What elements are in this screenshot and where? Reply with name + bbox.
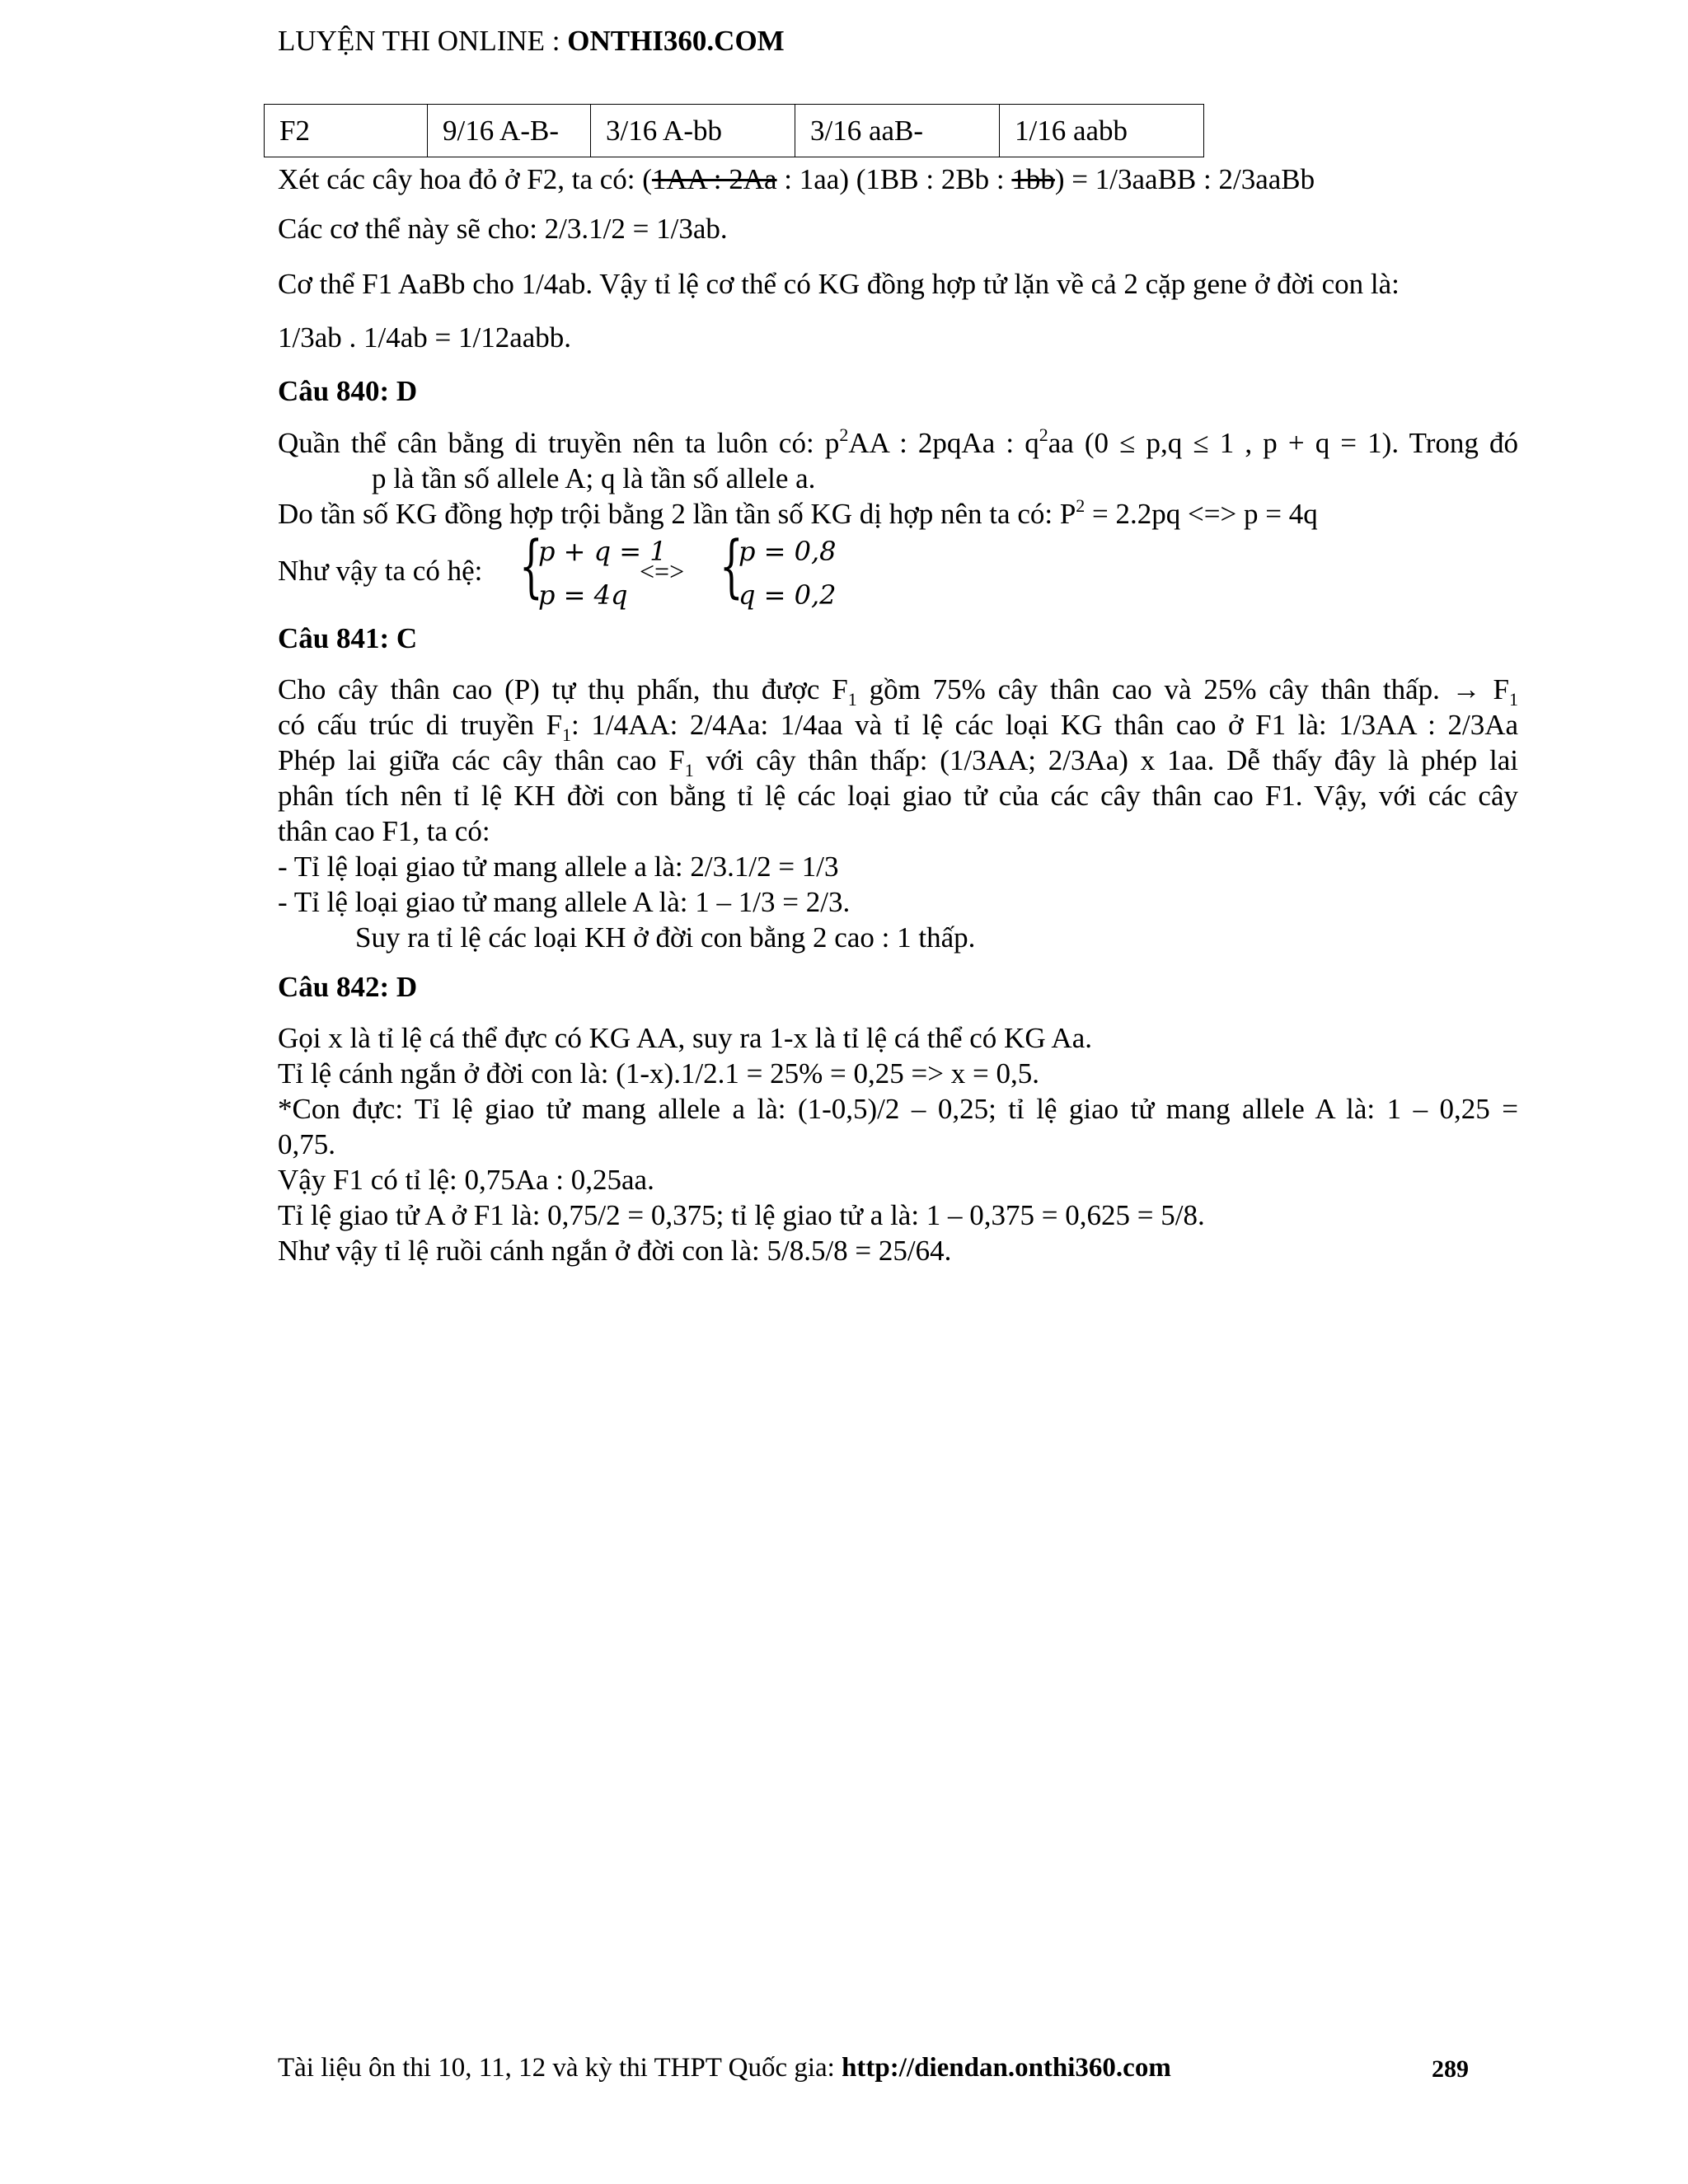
paragraph: Gọi x là tỉ lệ cá thể đực có KG AA, suy ra 1-x là tỉ lệ cá thể có KG Aa. [278,1022,1092,1054]
paragraph: - Tỉ lệ loại giao tử mang allele a là: 2/3.1/2 = 1/3 [278,851,839,883]
text-run: aa (0 ≤ p,q ≤ 1 , p + q = 1). Trong đó [1048,427,1518,459]
superscript: 2 [839,424,849,445]
subscript: 1 [684,760,694,780]
paragraph: Suy ra tỉ lệ các loại KH ở đời con bằng 2 cao : 1 thấp. [355,921,976,954]
header-site: ONTHI360.COM [567,25,785,57]
header-prefix: LUYỆN THI ONLINE : [278,25,568,57]
question-title: Câu 841: C [278,622,418,654]
text-run: với cây thân thấp: (1/3AA; 2/3Aa) x 1aa. Dễ thấy đây là phép lai [693,744,1518,776]
paragraph: Cơ thể F1 AaBb cho 1/4ab. Vậy tỉ lệ cơ thể có KG đồng hợp tử lặn về cả 2 cặp gene ở đời con là: [278,268,1400,300]
paragraph: Tỉ lệ giao tử A ở F1 là: 0,75/2 = 0,375; tỉ lệ giao tử a là: 1 – 0,375 = 0,625 = 5/8. [278,1199,1205,1231]
equation: q = 0,2 [738,579,837,611]
struck-text: 1AA : 2Aa [651,163,777,195]
left-brace: { [720,527,743,606]
system-label: Như vậy ta có hệ: [278,555,483,587]
paragraph [278,709,1519,745]
text-run: Cho cây thân cao (P) tự thụ phấn, thu được F [278,673,848,705]
subscript: 1 [562,724,572,745]
equation: p = 0,8 [738,536,837,567]
paragraph: Như vậy tỉ lệ ruồi cánh ngắn ở đời con là: 5/8.5/8 = 25/64. [278,1235,952,1267]
paragraph: phân tích nên tỉ lệ KH đời con bằng tỉ lệ các loại giao tử của các cây thân cao F1. Vậy, với các cây [278,780,1518,812]
paragraph [278,744,1518,780]
left-brace: { [519,527,543,606]
page-number: 289 [1432,2055,1469,2083]
table-cell: 9/16 A-B- [428,105,591,157]
text-run: Quần thể cân bằng di truyền nên ta luôn có: p [278,427,840,459]
question-title: Câu 842: D [278,971,418,1003]
question-title: Câu 840: D [278,375,418,407]
paragraph: Tỉ lệ cánh ngắn ở đời con là: (1-x).1/2.1 = 25% = 0,25 => x = 0,5. [278,1057,1040,1090]
paragraph [278,163,1315,196]
equation: p + q = 1 [538,536,667,567]
f2-ratio-table [264,104,1204,157]
paragraph: - Tỉ lệ loại giao tử mang allele A là: 1 – 1/3 = 2/3. [278,886,851,918]
paragraph: *Con đực: Tỉ lệ giao tử mang allele a là: (1-0,5)/2 – 0,25; tỉ lệ giao tử mang allele A là: 1 – 0,25 = [278,1093,1518,1125]
equivalence-arrow: <=> [640,556,685,586]
paragraph: 0,75. [278,1128,335,1160]
footer-link[interactable]: http://diendan.onthi360.com [842,2053,1171,2083]
paragraph: Vậy F1 có tỉ lệ: 0,75Aa : 0,25aa. [278,1164,654,1196]
text-run: Do tần số KG đồng hợp trội bằng 2 lần tần số KG dị hợp nên ta có: P [278,498,1076,530]
text-run: : 1aa) (1BB : 2Bb : [776,163,1012,195]
text-run: có cấu trúc di truyền F [278,709,563,741]
table-cell: F2 [265,105,428,157]
paragraph: 1/3ab . 1/4ab = 1/12aabb. [278,321,572,354]
paragraph [278,495,1318,531]
paragraph: p là tần số allele A; q là tần số allele a. [372,462,816,494]
superscript: 2 [1039,424,1048,445]
page-header [278,25,785,58]
paragraph [278,424,1518,460]
text-run: : 1/4AA: 2/4Aa: 1/4aa và tỉ lệ các loại KG thân cao ở F1 là: 1/3AA : 2/3Aa [571,709,1519,741]
superscript: 2 [1076,495,1085,516]
subscript: 1 [1508,689,1518,710]
footer-text: Tài liệu ôn thi 10, 11, 12 và kỳ thi THPT Quốc gia: [278,2053,842,2083]
text-run: = 2.2pq <=> p = 4q [1085,498,1318,530]
paragraph: Các cơ thể này sẽ cho: 2/3.1/2 = 1/3ab. [278,213,728,245]
subscript: 1 [847,689,857,710]
page-footer [278,2051,1171,2084]
text-run: AA : 2pqAa : q [848,427,1039,459]
table-cell: 1/16 aabb [1000,105,1204,157]
text-run: Xét các cây hoa đỏ ở F2, ta có: ( [278,163,652,195]
struck-text: 1bb [1011,163,1055,195]
paragraph [278,673,1518,710]
text-run: ) = 1/3aaBB : 2/3aaBb [1054,163,1315,195]
table-row [265,105,1204,157]
equation: p = 4q [538,579,628,611]
table-cell: 3/16 A-bb [591,105,795,157]
text-run: Phép lai giữa các cây thân cao F [278,744,685,776]
table-cell: 3/16 aaB- [795,105,1000,157]
paragraph: thân cao F1, ta có: [278,815,490,847]
text-run: gồm 75% cây thân cao và 25% cây thân thấp. → F [856,673,1509,705]
